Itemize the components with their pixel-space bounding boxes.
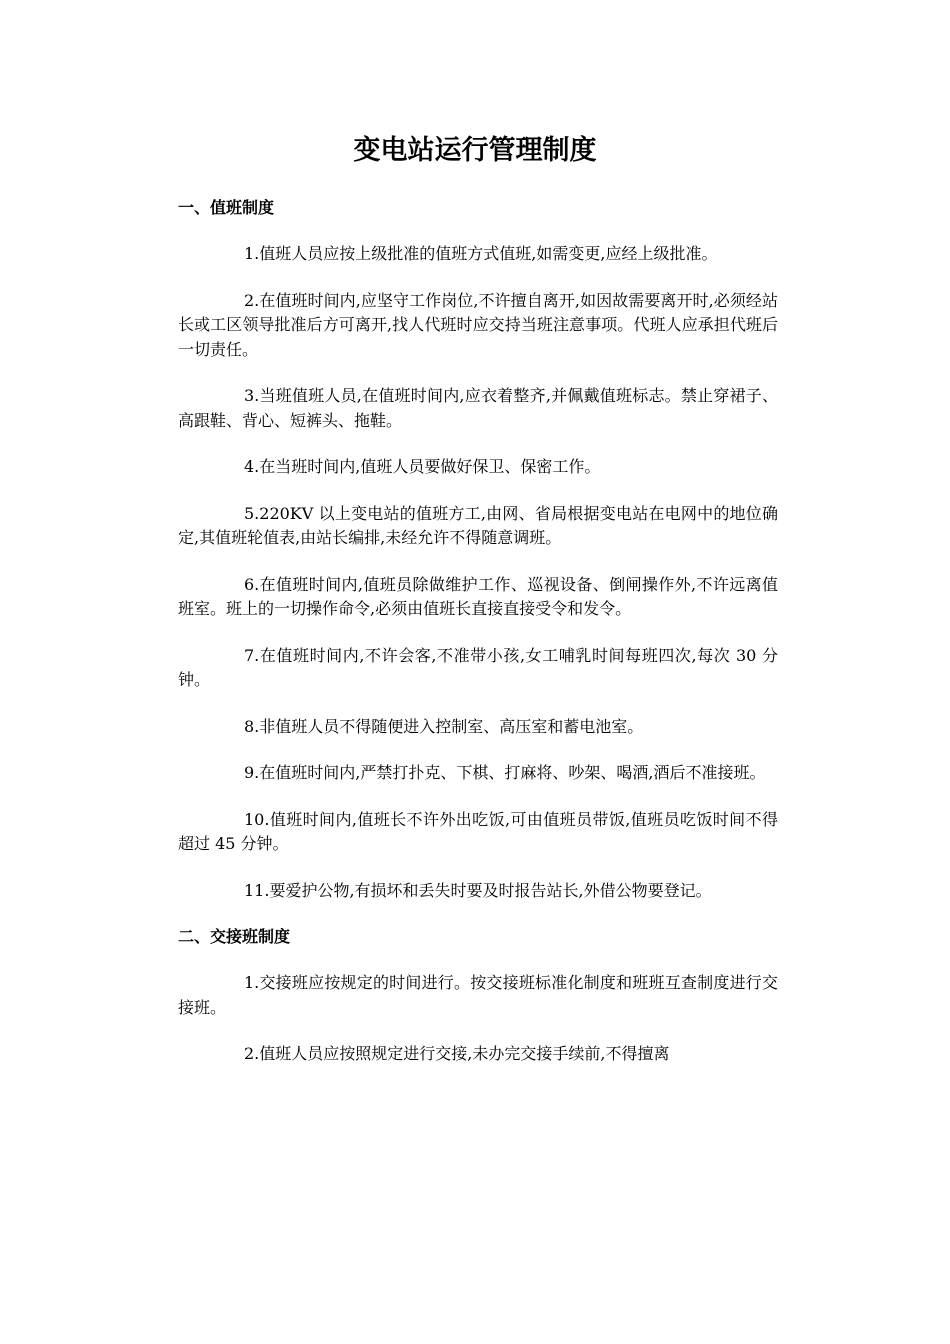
paragraph: 6.在值班时间内,值班员除做维护工作、巡视设备、倒闸操作外,不许远离值班室。班上的一切操作命令,必须由值班长直接直接受令和发令。 (178, 574, 778, 618)
paragraph: 1.交接班应按规定的时间进行。按交接班标准化制度和班班互查制度进行交接班。 (178, 973, 778, 1017)
paragraph: 11.要爱护公物,有损坏和丢失时要及时报告站长,外借公物要登记。 (244, 880, 712, 900)
paragraph: 7.在值班时间内,不许会客,不准带小孩,女工哺乳时间每班四次,每次 30 分钟。 (178, 645, 778, 689)
paragraph: 5.220KV 以上变电站的值班方工,由网、省局根据变电站在电网中的地位确定,其值班轮值表,由站长编排,未经允许不得随意调班。 (178, 503, 778, 547)
paragraph: 2.值班人员应按照规定进行交接,未办完交接手续前,不得擅离 (244, 1044, 670, 1063)
paragraph: 10.值班时间内,值班长不许外出吃饭,可由值班员带饭,值班员吃饭时间不得超过 45 分钟。 (178, 809, 778, 853)
paragraph: 8.非值班人员不得随便进入控制室、高压室和蓄电池室。 (244, 716, 644, 736)
section-duty-system (178, 196, 778, 903)
paragraph: 3.当班值班人员,在值班时间内,应衣着整齐,并佩戴值班标志。禁止穿裙子、高跟鞋、背心、短裤头、拖鞋。 (178, 386, 778, 430)
document-title: 变电站运行管理制度 (353, 135, 597, 166)
paragraph: 9.在值班时间内,严禁打扑克、下棋、打麻将、吵架、喝酒,酒后不准接班。 (244, 763, 766, 782)
document-body (178, 196, 778, 1067)
section-heading: 一、值班制度 (178, 198, 275, 217)
section-heading: 二、交接班制度 (178, 927, 291, 946)
paragraph: 1.值班人员应按上级批准的值班方式值班,如需变更,应经上级批准。 (244, 244, 718, 263)
section-shift-handover (178, 925, 778, 1067)
paragraph: 2.在值班时间内,应坚守工作岗位,不许擅自离开,如因故需要离开时,必须经站长或工区领导批准后方可离开,找人代班时应交持当班注意事项。代班人应承担代班后一切责任。 (178, 290, 778, 359)
paragraph: 4.在当班时间内,值班人员要做好保卫、保密工作。 (244, 457, 601, 476)
